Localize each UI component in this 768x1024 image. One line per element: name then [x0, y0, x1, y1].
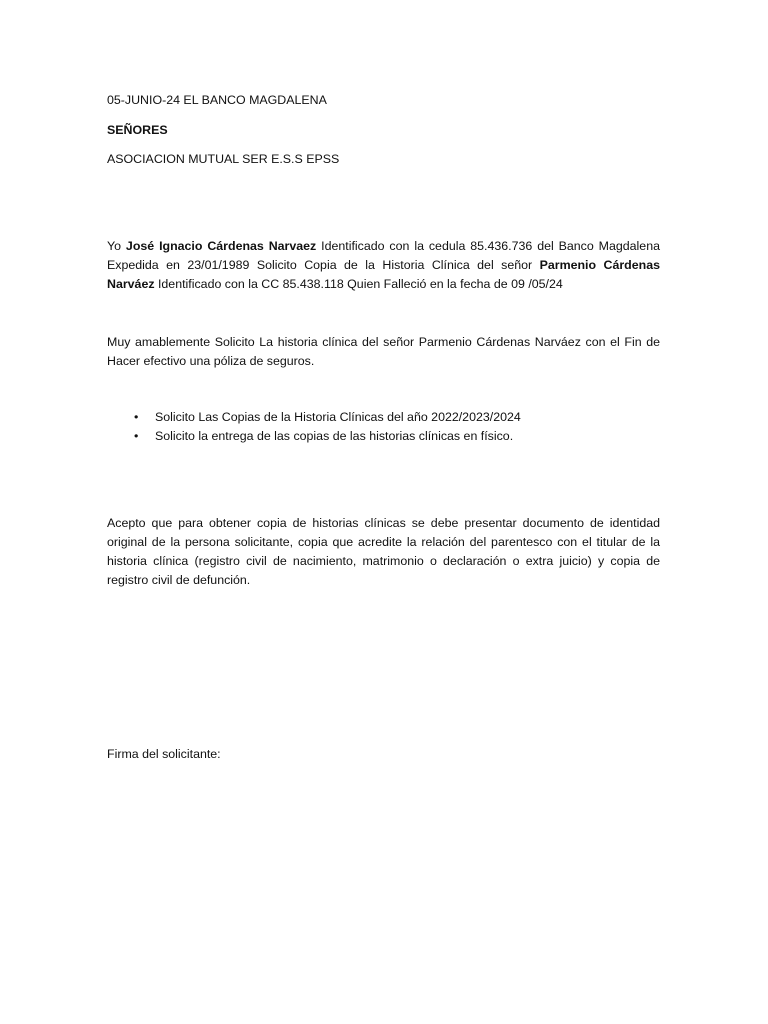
list-item-text: Solicito Las Copias de la Historia Clínicas del año 2022/2023/2024	[155, 410, 521, 424]
intro-text-3: Identificado con la CC 85.438.118 Quien Falleció en la fecha de 09 /05/24	[154, 277, 563, 291]
bullet-icon: •	[134, 410, 139, 424]
bullet-icon: •	[134, 429, 139, 443]
date-line: 05-JUNIO-24 EL BANCO MAGDALENA	[107, 93, 327, 107]
request-paragraph: Muy amablemente Solicito La historia clínica del señor Parmenio Cárdenas Narváez con el Fin de Hacer efectivo una póliza de seguros.	[107, 335, 660, 368]
salutation: SEÑORES	[107, 123, 168, 137]
signature-label: Firma del solicitante:	[107, 747, 221, 761]
acceptance-paragraph: Acepto que para obtener copia de historias clínicas se debe presentar documento de identidad original de la persona solicitante, copia que acredite la relación del parentesco con el titular de la historia clínica (registro civil de nacimiento, matrimonio o declaración o extra juicio) y copia de registro civil de defunción.	[107, 516, 660, 587]
intro-text-2: Identificado con la cedula 85.436.736 del Banco Magdalena Expedida en 23/01/1989 Solicito Copia de la Historia Clínica del señor	[107, 239, 660, 272]
recipient: ASOCIACION MUTUAL SER E.S.S EPSS	[107, 152, 340, 166]
list-item	[107, 427, 660, 446]
deceased-name: Parmenio Cárdenas Narváez	[107, 258, 660, 291]
request-list	[107, 408, 660, 446]
list-item-text: Solicito la entrega de las copias de las historias clínicas en físico.	[155, 429, 514, 443]
intro-paragraph	[107, 237, 660, 294]
intro-text-1: Yo	[107, 239, 126, 253]
list-item	[107, 408, 660, 427]
applicant-name: José Ignacio Cárdenas Narvaez	[125, 239, 317, 253]
